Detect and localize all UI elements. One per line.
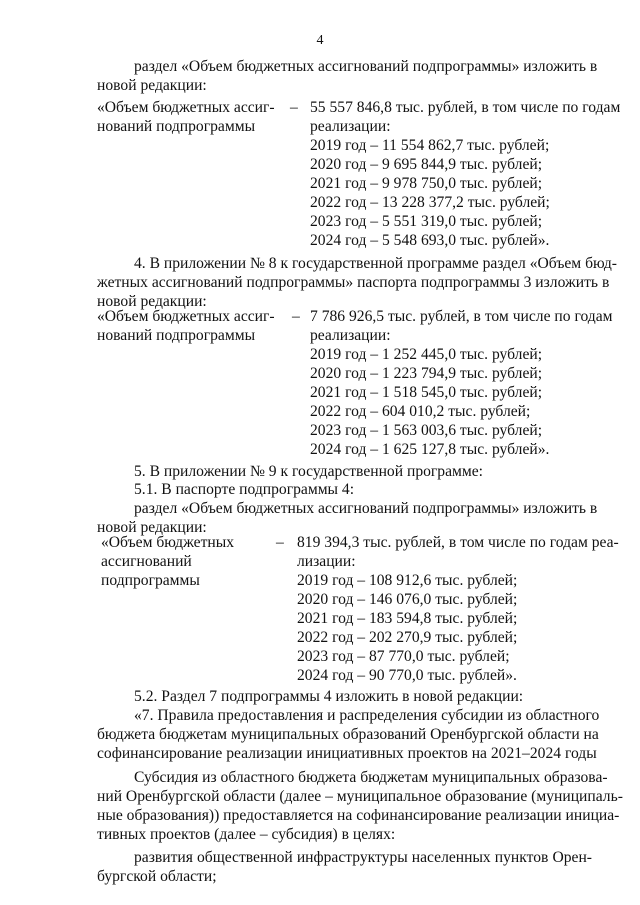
section1-intro-line-1: раздел «Объем бюджетных ассигнований подпрограммы» изложить в (134, 58, 598, 75)
section1-value-line-3: 2019 год – 11 554 862,7 тыс. рублей; (310, 137, 550, 154)
section1-value-line-5: 2021 год – 9 978 750,0 тыс. рублей; (310, 175, 543, 192)
section3-value-line-5: 2021 год – 183 594,8 тыс. рублей; (297, 610, 518, 627)
section1-dash: – (290, 99, 298, 116)
section4-line-1: 5.2. Раздел 7 подпрограммы 4 изложить в новой редакции: (134, 688, 524, 705)
section4-line-8: тивных проектов (далее – субсидия) в целях: (97, 826, 396, 843)
section2-intro-line-2: жетных ассигнований подпрограммы» паспорта подпрограммы 3 изложить в (97, 274, 610, 291)
section3-label-line-3: подпрограммы (101, 572, 200, 589)
section2-value-line-3: 2019 год – 1 252 445,0 тыс. рублей; (310, 346, 543, 363)
section2-value-line-7: 2023 год – 1 563 003,6 тыс. рублей; (310, 422, 543, 439)
section2-intro-line-3: новой редакции: (97, 293, 207, 310)
section3-value-line-4: 2020 год – 146 076,0 тыс. рублей; (297, 591, 518, 608)
section2-value-line-2: реализации: (310, 327, 391, 344)
page-number: 4 (316, 33, 324, 48)
section2-value-line-8: 2024 год – 1 625 127,8 тыс. рублей». (310, 441, 550, 458)
section1-label-line-2: нований подпрограммы (97, 118, 256, 135)
section3-value-line-7: 2023 год – 87 770,0 тыс. рублей; (297, 648, 510, 665)
section4-line-4: софинансирование реализации инициативных проектов на 2021–2024 годы (97, 745, 597, 762)
section3-value-line-8: 2024 год – 90 770,0 тыс. рублей». (297, 667, 517, 684)
section3-label-line-1: «Объем бюджетных (101, 534, 235, 551)
section1-intro-line-2: новой редакции: (97, 77, 207, 94)
section3-value-line-1: 819 394,3 тыс. рублей, в том числе по годам реа- (297, 534, 619, 551)
section2-dash: – (292, 308, 300, 325)
section3-intro-line-2: 5.1. В паспорте подпрограммы 4: (134, 481, 355, 498)
section1-value-line-7: 2023 год – 5 551 319,0 тыс. рублей; (310, 213, 543, 230)
section2-value-line-1: 7 786 926,5 тыс. рублей, в том числе по годам (310, 308, 613, 325)
section1-value-line-4: 2020 год – 9 695 844,9 тыс. рублей; (310, 156, 543, 173)
section1-value-line-1: 55 557 846,8 тыс. рублей, в том числе по годам (310, 99, 621, 116)
section4-line-3: бюджета бюджетам муниципальных образований Оренбургской области на (97, 726, 599, 743)
section1-value-line-8: 2024 год – 5 548 693,0 тыс. рублей». (310, 232, 550, 249)
section4-line-9: развития общественной инфраструктуры населенных пунктов Орен- (134, 849, 592, 866)
section3-label-line-2: ассигнований (101, 553, 192, 570)
section2-label-line-2: нований подпрограммы (97, 327, 256, 344)
section3-value-line-3: 2019 год – 108 912,6 тыс. рублей; (297, 572, 518, 589)
section3-value-line-6: 2022 год – 202 270,9 тыс. рублей; (297, 629, 518, 646)
section2-label-line-1: «Объем бюджетных ассиг- (97, 308, 275, 325)
section4-line-5: Субсидия из областного бюджета бюджетам муниципальных образова- (134, 769, 608, 786)
section3-value-line-2: лизации: (297, 553, 356, 570)
section3-intro-line-1: 5. В приложении № 9 к государственной программе: (134, 463, 484, 480)
section2-value-line-5: 2021 год – 1 518 545,0 тыс. рублей; (310, 384, 543, 401)
section4-line-2: «7. Правила предоставления и распределения субсидии из областного (134, 707, 600, 724)
section1-value-line-6: 2022 год – 13 228 377,2 тыс. рублей; (310, 194, 550, 211)
section3-dash: – (276, 534, 284, 551)
section4-line-7: ные образования)) предоставляется на софинансирование реализации инициа- (97, 807, 620, 824)
section4-line-6: ний Оренбургской области (далее – муниципальное образование (муниципаль- (97, 788, 623, 805)
section3-intro-line-3: раздел «Объем бюджетных ассигнований подпрограммы» изложить в (134, 500, 598, 517)
section2-value-line-4: 2020 год – 1 223 794,9 тыс. рублей; (310, 365, 543, 382)
section1-value-line-2: реализации: (310, 118, 391, 135)
section2-intro-line-1: 4. В приложении № 8 к государственной программе раздел «Объем бюд- (134, 255, 617, 272)
section2-value-line-6: 2022 год – 604 010,2 тыс. рублей; (310, 403, 531, 420)
section3-intro-line-4: новой редакции: (97, 519, 207, 536)
section4-line-10: бургской области; (97, 868, 217, 885)
section1-label-line-1: «Объем бюджетных ассиг- (97, 99, 275, 116)
